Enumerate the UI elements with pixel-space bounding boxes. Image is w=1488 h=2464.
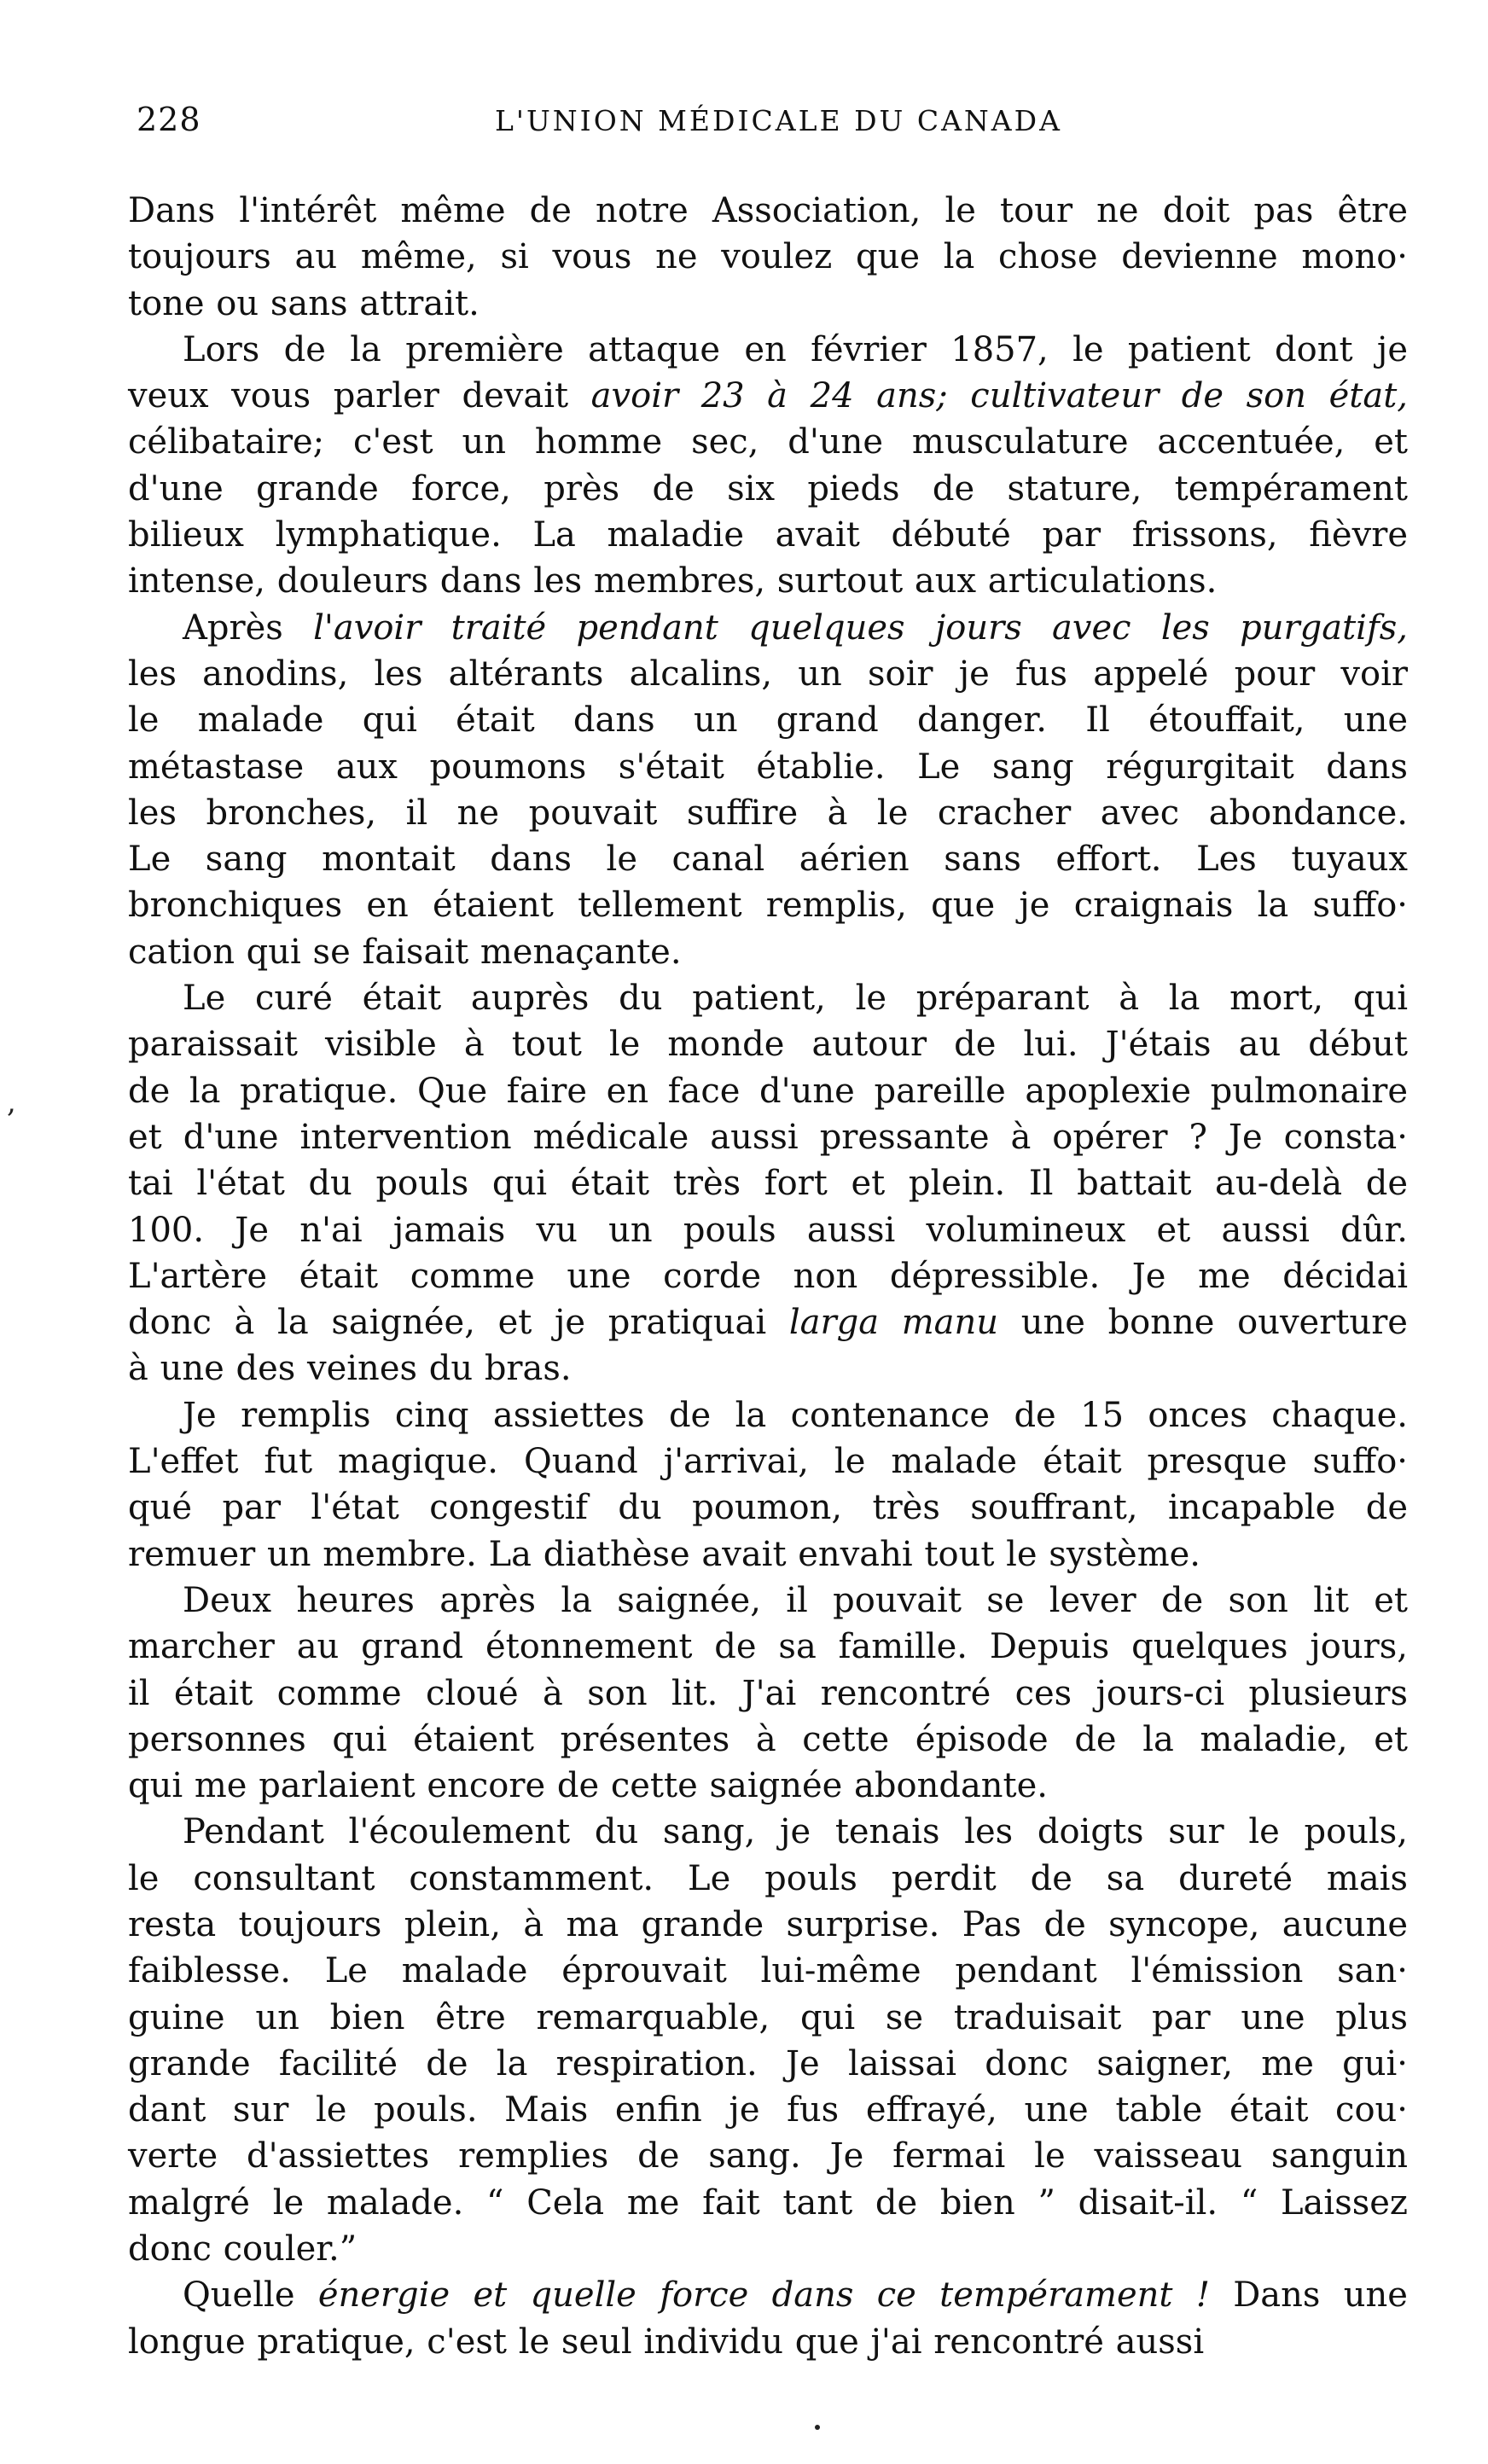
text-line: 100. Je n'ai jamais vu un pouls aussi volumineux et aussi dûr. bbox=[128, 1210, 1408, 1250]
text-line: malgré le malade. “ Cela me fait tant de bien ” disait-il. “ Laissez bbox=[128, 2182, 1408, 2223]
text-line: cation qui se faisait menaçante. bbox=[128, 932, 682, 972]
paragraph bbox=[128, 2272, 1408, 2365]
text-line: de la pratique. Que faire en face d'une pareille apoplexie pulmonaire bbox=[128, 1071, 1408, 1111]
paragraph bbox=[128, 188, 1408, 327]
text-line: L'artère était comme une corde non dépressible. Je me décidai bbox=[128, 1256, 1408, 1296]
text-line: et d'une intervention médicale aussi pressante à opérer ? Je consta· bbox=[128, 1117, 1408, 1157]
text-line: qui me parlaient encore de cette saignée abondante. bbox=[128, 1766, 1049, 1806]
paragraph bbox=[128, 605, 1408, 975]
text-line: dant sur le pouls. Mais enfin je fus effrayé, une table était cou· bbox=[128, 2090, 1408, 2130]
text-line: donc couler.” bbox=[128, 2229, 357, 2269]
text-line: Après l'avoir traité pendant quelques jours avec les purgatifs, bbox=[183, 607, 1408, 648]
text-line: longue pratique, c'est le seul individu que j'ai rencontré aussi bbox=[128, 2322, 1205, 2362]
bottom-dot bbox=[815, 2425, 820, 2430]
text-line: marcher au grand étonnement de sa famille. Depuis quelques jours, bbox=[128, 1627, 1408, 1667]
margin-mark: , bbox=[7, 1085, 16, 1119]
text-line: personnes qui étaient présentes à cette épisode de la maladie, et bbox=[128, 1719, 1408, 1759]
text-line: bronchiques en étaient tellement remplis, que je craignais la suffo· bbox=[128, 886, 1408, 926]
text-line: d'une grande force, près de six pieds de stature, tempérament bbox=[128, 468, 1408, 508]
text-line: intense, douleurs dans les membres, surtout aux articulations. bbox=[128, 561, 1218, 601]
text-line: Lors de la première attaque en février 1857, le patient dont je bbox=[183, 329, 1408, 369]
text-line: il était comme cloué à son lit. J'ai rencontré ces jours-ci plusieurs bbox=[128, 1673, 1408, 1713]
text-line: remuer un membre. La diathèse avait envahi tout le système. bbox=[128, 1534, 1201, 1574]
italic-phrase: l'avoir traité pendant quelques jours avec les purgatifs, bbox=[313, 607, 1408, 648]
text-line: verte d'assiettes remplies de sang. Je fermai le vaisseau sanguin bbox=[128, 2136, 1408, 2176]
text-line: Deux heures après la saignée, il pouvait se lever de son lit et bbox=[183, 1580, 1408, 1620]
text-line: qué par l'état congestif du poumon, très souffrant, incapable de bbox=[128, 1488, 1408, 1528]
text-line: le consultant constamment. Le pouls perdit de sa dureté mais bbox=[128, 1858, 1408, 1898]
paragraph bbox=[128, 1578, 1408, 1809]
italic-phrase: avoir 23 à 24 ans; cultivateur de son état, bbox=[590, 376, 1408, 416]
text-line: célibataire; c'est un homme sec, d'une musculature accentuée, et bbox=[128, 422, 1408, 462]
text-line: Le curé était auprès du patient, le préparant à la mort, qui bbox=[183, 979, 1408, 1019]
text-line: Je remplis cinq assiettes de la contenance de 15 onces chaque. bbox=[183, 1395, 1408, 1435]
text-line: guine un bien être remarquable, qui se traduisait par une plus bbox=[128, 1997, 1408, 2037]
text-line: veux vous parler devait avoir 23 à 24 ans; cultivateur de son état, bbox=[128, 376, 1408, 416]
text-line: grande facilité de la respiration. Je laissai donc saigner, me gui· bbox=[128, 2043, 1408, 2083]
page-number: 228 bbox=[137, 101, 201, 138]
text-line: Dans l'intérêt même de notre Association, le tour ne doit pas être bbox=[128, 191, 1408, 230]
text-line: faiblesse. Le malade éprouvait lui-même pendant l'émission san· bbox=[128, 1951, 1408, 1991]
text-line: donc à la saignée, et je pratiquai larga manu une bonne ouverture bbox=[128, 1303, 1408, 1343]
paragraph bbox=[128, 975, 1408, 1392]
paragraph bbox=[128, 327, 1408, 605]
italic-phrase: larga manu bbox=[788, 1303, 999, 1343]
page-header bbox=[128, 101, 1408, 152]
text-line: Quelle énergie et quelle force dans ce tempérament ! Dans une bbox=[183, 2275, 1408, 2316]
text-line: métastase aux poumons s'était établie. Le sang régurgitait dans bbox=[128, 747, 1408, 787]
paragraph bbox=[128, 1809, 1408, 2272]
text-line: les bronches, il ne pouvait suffire à le cracher avec abondance. bbox=[128, 793, 1408, 833]
text-line: tai l'état du pouls qui était très fort et plein. Il battait au-delà de bbox=[128, 1164, 1408, 1204]
text-line: les anodins, les altérants alcalins, un soir je fus appelé pour voir bbox=[128, 654, 1408, 694]
text-line: le malade qui était dans un grand danger. Il étouffait, une bbox=[128, 700, 1408, 741]
text-line: Pendant l'écoulement du sang, je tenais les doigts sur le pouls, bbox=[183, 1812, 1408, 1852]
body-text bbox=[128, 188, 1408, 2365]
book-page bbox=[128, 101, 1408, 2365]
text-line: L'effet fut magique. Quand j'arrivai, le malade était presque suffo· bbox=[128, 1442, 1408, 1482]
running-title: L'UNION MÉDICALE DU CANADA bbox=[495, 104, 1062, 137]
text-line: paraissait visible à tout le monde autour de lui. J'étais au début bbox=[128, 1025, 1408, 1065]
text-line: Le sang montait dans le canal aérien sans effort. Les tuyaux bbox=[128, 840, 1408, 880]
italic-phrase: énergie et quelle force dans ce tempérament ! bbox=[317, 2275, 1210, 2316]
text-line: toujours au même, si vous ne voulez que la chose devienne mono· bbox=[128, 237, 1408, 277]
text-line: bilieux lymphatique. La maladie avait débuté par frissons, fièvre bbox=[128, 515, 1408, 555]
text-line: tone ou sans attrait. bbox=[128, 283, 480, 323]
text-line: resta toujours plein, à ma grande surprise. Pas de syncope, aucune bbox=[128, 1904, 1408, 1944]
text-line: à une des veines du bras. bbox=[128, 1349, 572, 1389]
paragraph bbox=[128, 1392, 1408, 1578]
